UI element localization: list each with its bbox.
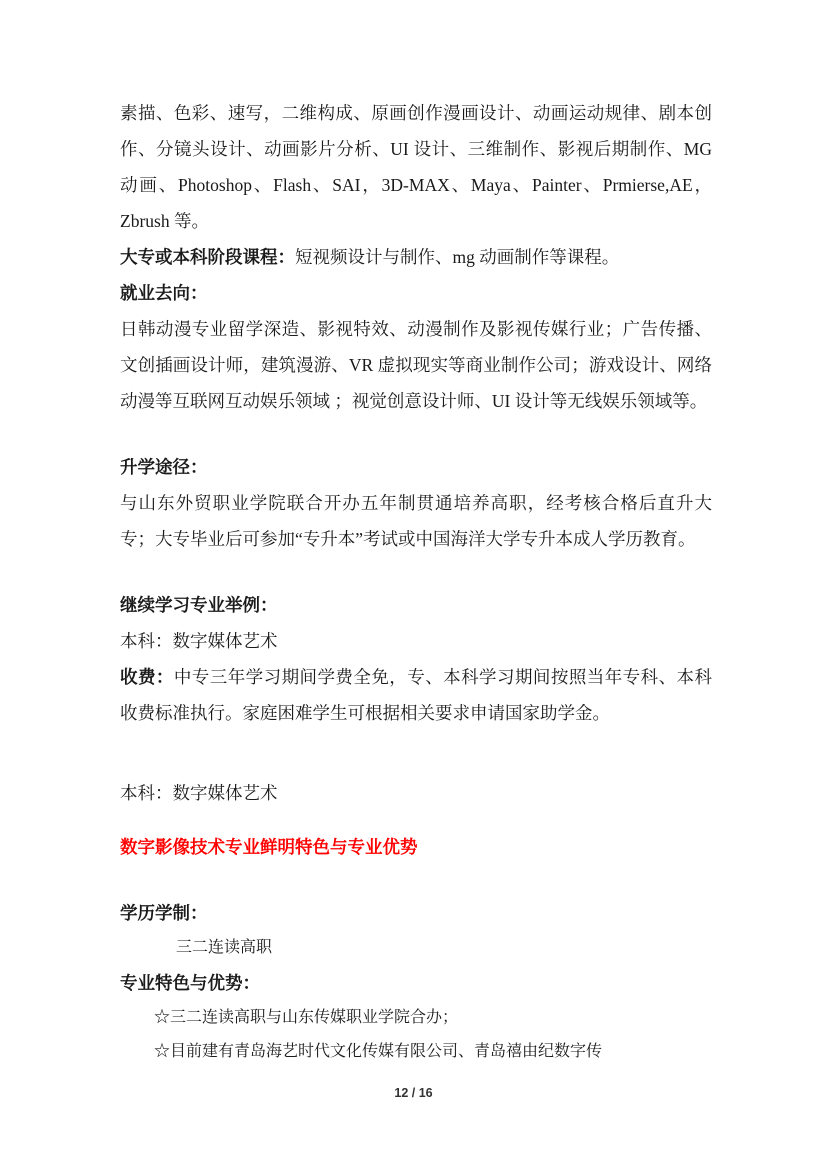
education-system-heading: 学历学制： xyxy=(120,903,208,923)
red-section-heading: 数字影像技术专业鲜明特色与专业优势 xyxy=(120,837,418,857)
education-system-value: 三二连读高职 xyxy=(176,939,273,956)
spacer-3 xyxy=(120,731,712,775)
continuing-study-body: 本科：数字媒体艺术 xyxy=(120,631,278,651)
page-number: 12 / 16 xyxy=(394,1086,433,1100)
section-fees xyxy=(120,659,712,731)
employment-body: 日韩动漫专业留学深造、影视特效、动漫制作及影视传媒行业；广告传播、文创插画设计师，建筑漫游、VR 虚拟现实等商业制作公司；游戏设计、网络动漫等互联网互动娱乐领域 ；视觉创意设计师、UI 设计等无线娱乐领域等。 xyxy=(120,319,712,411)
college-stage-courses-heading: 大专或本科阶段课程： xyxy=(120,247,295,267)
continuing-study-heading: 继续学习专业举例： xyxy=(120,595,278,615)
features-heading: 专业特色与优势： xyxy=(120,973,260,993)
spacer-2 xyxy=(120,557,712,587)
college-stage-courses-body: 短视频设计与制作、mg 动画制作等课程。 xyxy=(295,247,620,267)
further-education-heading: 升学途径： xyxy=(120,457,208,477)
undergraduate-note: 本科：数字媒体艺术 xyxy=(120,783,278,803)
features-item-2: ☆目前建有青岛海艺时代文化传媒有限公司、青岛禧由纪数字传 xyxy=(154,1043,603,1060)
employment-heading: 就业去向： xyxy=(120,283,208,303)
paragraph-courses-list: 素描、色彩、速写，二维构成、原画创作漫画设计、动画运动规律、剧本创作、分镜头设计、动画影片分析、UI 设计、三维制作、影视后期制作、MG 动画、Photoshop、Flash、SAI，3D-MAX、Maya、Painter、Prmierse,AE，Zbrush 等。 xyxy=(120,103,712,231)
section-college-stage-courses xyxy=(120,239,712,275)
page-content xyxy=(120,95,712,1069)
features-item-1: ☆三二连读高职与山东传媒职业学院合办； xyxy=(154,1009,459,1026)
fees-heading: 收费： xyxy=(120,667,174,687)
fees-body: 中专三年学习期间学费全免，专、本科学习期间按照当年专科、本科收费标准执行。家庭困难学生可根据相关要求申请国家助学金。 xyxy=(120,667,712,723)
spacer-5 xyxy=(120,865,712,895)
further-education-body: 与山东外贸职业学院联合开办五年制贯通培养高职，经考核合格后直升大专；大专毕业后可参加“专升本”考试或中国海洋大学专升本成人学历教育。 xyxy=(120,493,712,549)
spacer-4 xyxy=(120,811,712,829)
spacer-1 xyxy=(120,419,712,449)
